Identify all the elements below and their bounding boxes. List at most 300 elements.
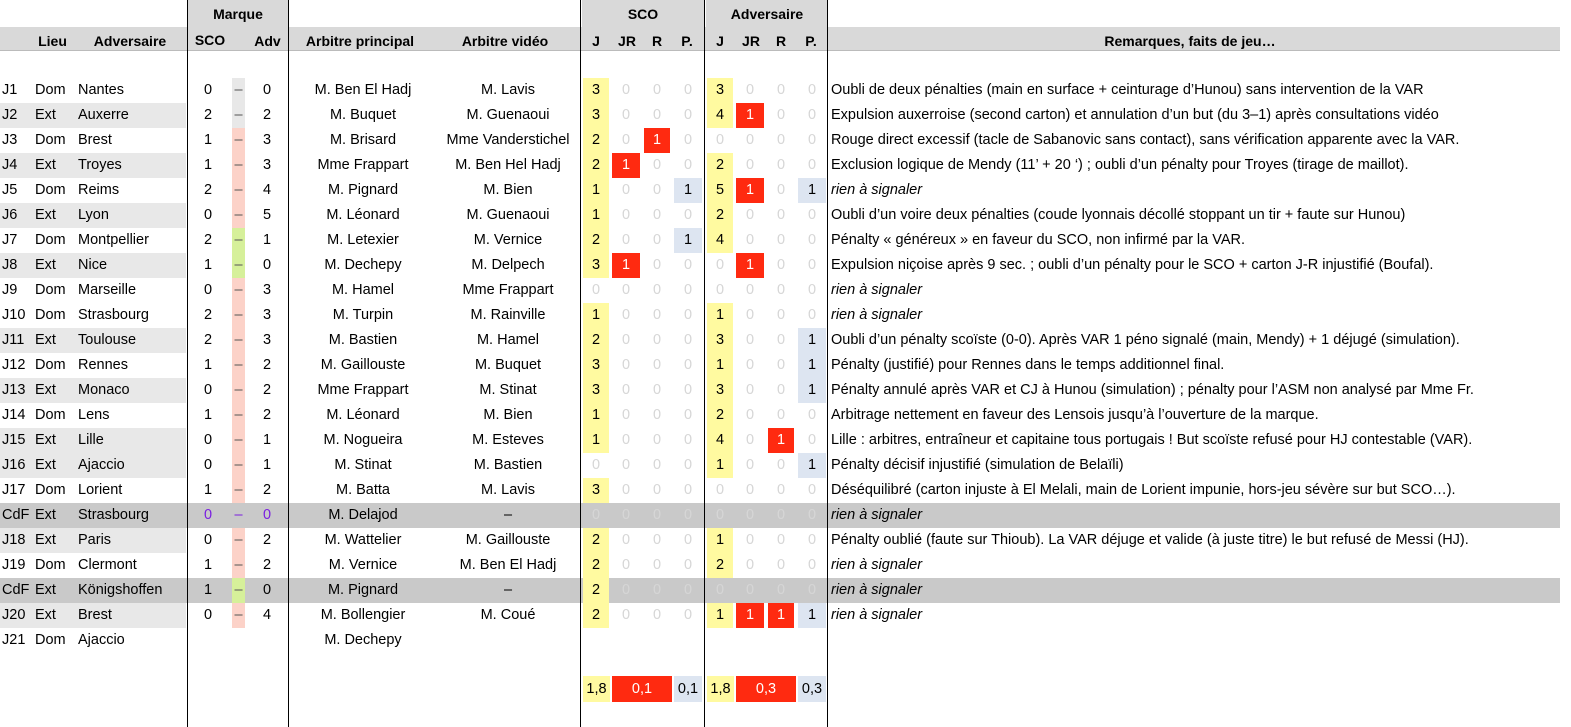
adv-red: 0 <box>776 407 786 423</box>
lieu: Dom <box>35 557 66 573</box>
remark: rien à signaler <box>831 507 923 523</box>
header-adv-jr: JR <box>742 33 760 49</box>
adv-penalty: 0 <box>807 557 817 573</box>
main-referee: M. Gaillouste <box>320 357 406 373</box>
score-adv: 0 <box>262 582 272 598</box>
lieu: Dom <box>35 132 66 148</box>
lieu: Ext <box>35 607 56 623</box>
video-referee: – <box>503 507 513 523</box>
video-referee: M. Coué <box>480 607 536 623</box>
adv-second-yellow: 1 <box>736 178 764 203</box>
adv-penalty: 0 <box>807 107 817 123</box>
adv-penalty: 1 <box>798 328 826 353</box>
main-referee: M. Vernice <box>328 557 398 573</box>
table-row <box>0 403 1560 428</box>
score-sep: – <box>232 403 245 428</box>
table-row <box>0 528 1560 553</box>
lieu: Dom <box>35 307 66 323</box>
score-sco: 0 <box>203 457 213 473</box>
score-sco: 0 <box>203 432 213 448</box>
sco-yellow: 1 <box>583 178 609 203</box>
adv-yellow: 1 <box>707 303 733 328</box>
adv-red <box>768 628 794 653</box>
score-sco <box>196 628 220 653</box>
remark: Oubli d’un pénalty scoïste (0-0). Après VAR 1 péno signalé (main, Mendy) + 1 déjugé (simulation). <box>831 332 1460 348</box>
adv-second-yellow: 0 <box>745 532 755 548</box>
score-adv: 1 <box>262 232 272 248</box>
score-sco: 0 <box>203 532 213 548</box>
sco-second-yellow: 0 <box>621 582 631 598</box>
score-sco: 0 <box>203 282 213 298</box>
table-row <box>0 478 1560 503</box>
score-sco: 1 <box>203 407 213 423</box>
journee: J21 <box>2 632 26 648</box>
sco-yellow: 1 <box>583 303 609 328</box>
remark: rien à signaler <box>831 307 923 323</box>
sco-second-yellow: 0 <box>621 482 631 498</box>
remark: Rouge direct excessif (tacle de Sabanovic sans contact), sans vérification apparente avec la VAR. <box>831 132 1460 148</box>
sco-red: 0 <box>652 82 662 98</box>
video-referee: M. Rainville <box>470 307 546 323</box>
adv-yellow: 0 <box>715 132 725 148</box>
score-adv: 3 <box>262 157 272 173</box>
adv-second-yellow: 1 <box>736 103 764 128</box>
score-sco: 1 <box>203 257 213 273</box>
lieu: Ext <box>35 532 56 548</box>
score-sep: – <box>232 478 245 503</box>
main-referee: Mme Frappart <box>317 157 409 173</box>
adv-red: 0 <box>776 157 786 173</box>
video-referee: M. Bien <box>483 182 533 198</box>
sco-yellow: 2 <box>583 128 609 153</box>
score-sco: 0 <box>203 507 213 523</box>
adv-yellow: 0 <box>715 282 725 298</box>
main-referee: M. Stinat <box>334 457 392 473</box>
main-referee: M. Buquet <box>329 107 397 123</box>
adv-penalty: 0 <box>807 232 817 248</box>
adv-yellow <box>707 628 733 653</box>
score-sep: – <box>232 103 245 128</box>
table-row <box>0 378 1560 403</box>
sco-red: 0 <box>652 157 662 173</box>
sco-penalty: 0 <box>683 82 693 98</box>
adv-second-yellow: 0 <box>745 232 755 248</box>
journee: J3 <box>2 132 18 148</box>
adv-second-yellow: 0 <box>745 432 755 448</box>
sco-red: 0 <box>652 407 662 423</box>
lieu: Ext <box>35 382 56 398</box>
sco-red: 0 <box>652 432 662 448</box>
main-referee: M. Pignard <box>327 582 399 598</box>
main-referee: Mme Frappart <box>317 382 409 398</box>
adv-penalty: 1 <box>798 603 826 628</box>
opponent: Lille <box>78 432 104 448</box>
main-referee: M. Hamel <box>331 282 395 298</box>
sco-second-yellow: 0 <box>621 457 631 473</box>
sco-penalty: 0 <box>683 482 693 498</box>
opponent: Auxerre <box>78 107 129 123</box>
sco-second-yellow: 0 <box>621 107 631 123</box>
header-remarques: Remarques, faits de jeu… <box>1104 33 1276 49</box>
remark: Pénalty (justifié) pour Rennes dans le temps additionnel final. <box>831 357 1225 373</box>
video-referee: Mme Vanderstichel <box>446 132 570 148</box>
sco-second-yellow: 0 <box>621 332 631 348</box>
table-row <box>0 278 1560 303</box>
score-sco: 1 <box>203 157 213 173</box>
score-sep: – <box>232 128 245 153</box>
adv-second-yellow: 1 <box>736 253 764 278</box>
adv-red: 0 <box>776 207 786 223</box>
opponent: Ajaccio <box>78 457 125 473</box>
video-referee: M. Buquet <box>474 357 542 373</box>
video-referee: M. Hamel <box>476 332 540 348</box>
sco-penalty: 0 <box>683 307 693 323</box>
header-arbitre-principal: Arbitre principal <box>305 33 415 49</box>
score-adv: 2 <box>262 107 272 123</box>
adv-penalty: 1 <box>798 378 826 403</box>
remark: rien à signaler <box>831 607 923 623</box>
sco-penalty: 0 <box>683 532 693 548</box>
sco-penalty: 0 <box>683 157 693 173</box>
opponent: Brest <box>78 607 112 623</box>
journee: J10 <box>2 307 26 323</box>
adv-red: 0 <box>776 457 786 473</box>
divider <box>827 0 828 727</box>
score-sco: 2 <box>203 182 213 198</box>
sco-yellow: 1 <box>583 203 609 228</box>
opponent: Toulouse <box>78 332 137 348</box>
sco-yellow: 2 <box>583 553 609 578</box>
adv-yellow: 2 <box>707 553 733 578</box>
remark: Pénalty annulé après VAR et CJ à Hunou (simulation) ; pénalty pour l’ASM non analysé par Mme Fr. <box>831 382 1474 398</box>
video-referee: M. Guenaoui <box>466 207 550 223</box>
score-sep: – <box>232 303 245 328</box>
adv-penalty: 1 <box>798 353 826 378</box>
journee: J1 <box>2 82 18 98</box>
adv-second-yellow: 0 <box>745 457 755 473</box>
remark: Pénalty oublié (faute sur Thioub). La VAR déjuge et valide (à juste titre) le but refusé de Messi (HJ). <box>831 532 1469 548</box>
adv-second-yellow: 0 <box>745 207 755 223</box>
adv-yellow: 4 <box>707 228 733 253</box>
lieu: Dom <box>35 632 66 648</box>
sco-yellow: 1 <box>583 428 609 453</box>
score-sep: – <box>232 453 245 478</box>
journee: J6 <box>2 207 18 223</box>
adv-second-yellow: 0 <box>745 82 755 98</box>
sco-penalty: 0 <box>683 282 693 298</box>
score-adv: 0 <box>262 82 272 98</box>
adv-red: 1 <box>768 428 794 453</box>
main-referee: M. Letexier <box>327 232 399 248</box>
adv-red: 0 <box>776 132 786 148</box>
adv-red: 0 <box>776 582 786 598</box>
score-adv: 2 <box>262 382 272 398</box>
header-sco-j: J <box>592 33 600 49</box>
table-row <box>0 328 1560 353</box>
score-sep: – <box>232 428 245 453</box>
score-sco: 2 <box>203 232 213 248</box>
opponent: Brest <box>78 132 112 148</box>
sco-red: 1 <box>644 128 670 153</box>
score-sco: 0 <box>203 207 213 223</box>
adv-penalty: 0 <box>807 307 817 323</box>
sco-yellow: 0 <box>591 457 601 473</box>
divider <box>580 0 581 727</box>
opponent: Ajaccio <box>78 632 125 648</box>
header-adv: Adv <box>254 33 281 49</box>
sco-red: 0 <box>652 382 662 398</box>
journee: J5 <box>2 182 18 198</box>
sco-yellow: 3 <box>583 478 609 503</box>
score-sep: – <box>232 528 245 553</box>
opponent: Reims <box>78 182 120 198</box>
sco-penalty: 0 <box>683 107 693 123</box>
sco-second-yellow: 0 <box>621 432 631 448</box>
lieu: Ext <box>35 582 56 598</box>
sco-red <box>644 628 670 653</box>
table-row <box>0 78 1560 103</box>
adv-yellow: 1 <box>707 528 733 553</box>
header-adv-r: R <box>775 33 787 49</box>
journee: J2 <box>2 107 18 123</box>
adv-yellow: 0 <box>715 482 725 498</box>
adv-red: 0 <box>776 282 786 298</box>
sco-red: 0 <box>652 107 662 123</box>
adv-red: 0 <box>776 532 786 548</box>
sco-red: 0 <box>652 182 662 198</box>
sco-second-yellow: 0 <box>621 357 631 373</box>
sco-yellow: 2 <box>583 328 609 353</box>
table-row <box>0 178 1560 203</box>
main-referee: M. Dechepy <box>324 257 402 273</box>
adv-penalty: 0 <box>807 82 817 98</box>
score-sco: 1 <box>203 482 213 498</box>
sco-second-yellow: 0 <box>621 407 631 423</box>
score-adv: 3 <box>262 332 272 348</box>
sco-yellow: 1 <box>583 403 609 428</box>
score-adv: 5 <box>262 207 272 223</box>
adv-penalty: 0 <box>807 582 817 598</box>
sco-penalty: 0 <box>683 257 693 273</box>
opponent: Strasbourg <box>78 307 149 323</box>
table-row <box>0 553 1560 578</box>
sco-red: 0 <box>652 257 662 273</box>
sco-yellow: 2 <box>583 228 609 253</box>
sco-second-yellow: 0 <box>621 282 631 298</box>
sco-yellow: 2 <box>583 603 609 628</box>
adv-yellow: 2 <box>707 153 733 178</box>
adv-red: 0 <box>776 557 786 573</box>
adv-second-yellow: 0 <box>745 332 755 348</box>
divider <box>288 0 289 727</box>
divider <box>704 0 705 727</box>
adv-penalty: 0 <box>807 282 817 298</box>
score-sco: 0 <box>203 82 213 98</box>
sco-penalty <box>674 628 702 653</box>
adv-penalty: 1 <box>798 178 826 203</box>
table-row <box>0 353 1560 378</box>
adv-yellow: 4 <box>707 428 733 453</box>
sco-yellow: 2 <box>583 578 609 603</box>
sco-yellow: 3 <box>583 78 609 103</box>
sco-yellow: 2 <box>583 528 609 553</box>
sco-penalty: 0 <box>683 382 693 398</box>
score-sep: – <box>232 78 245 103</box>
lieu: Ext <box>35 457 56 473</box>
adv-red: 0 <box>776 357 786 373</box>
table-row <box>0 303 1560 328</box>
main-referee: M. Pignard <box>327 182 399 198</box>
table-row <box>0 578 1560 603</box>
adv-second-yellow: 0 <box>745 482 755 498</box>
score-adv: 2 <box>262 557 272 573</box>
adv-penalty: 0 <box>807 532 817 548</box>
main-referee: M. Léonard <box>326 407 400 423</box>
adv-second-yellow: 0 <box>745 357 755 373</box>
video-referee: M. Bastien <box>473 457 543 473</box>
journee: CdF <box>2 582 30 598</box>
table-row <box>0 503 1560 528</box>
journee: J4 <box>2 157 18 173</box>
adv-red: 0 <box>776 507 786 523</box>
table-row <box>0 603 1560 628</box>
sco-red: 0 <box>652 482 662 498</box>
video-referee: M. Bien <box>483 407 533 423</box>
adv-penalty <box>798 628 826 653</box>
adv-yellow: 5 <box>707 178 733 203</box>
lieu: Ext <box>35 432 56 448</box>
adv-penalty: 0 <box>807 207 817 223</box>
score-sco: 0 <box>203 382 213 398</box>
score-sep: – <box>232 578 245 603</box>
sco-red: 0 <box>652 582 662 598</box>
adv-yellow: 2 <box>707 203 733 228</box>
header-adv-p: P. <box>805 33 817 49</box>
sco-yellow: 3 <box>583 253 609 278</box>
remark: Oubli d’un voire deux pénalties (coude lyonnais décollé stoppant un tir + faute sur Hunou) <box>831 207 1406 223</box>
score-sco: 1 <box>203 557 213 573</box>
opponent: Lorient <box>78 482 123 498</box>
remark: Expulsion niçoise après 9 sec. ; oubli d’un pénalty pour le SCO + carton J-R injustifié (Boufal). <box>831 257 1434 273</box>
score-sep: – <box>232 328 245 353</box>
score-adv: 3 <box>262 282 272 298</box>
video-referee: M. Ben Hel Hadj <box>455 157 561 173</box>
sco-second-yellow: 0 <box>621 232 631 248</box>
main-referee: M. Bollengier <box>320 607 406 623</box>
video-referee: M. Guenaoui <box>466 107 550 123</box>
header-sco-r: R <box>651 33 663 49</box>
table-row <box>0 153 1560 178</box>
video-referee: M. Vernice <box>473 232 543 248</box>
adv-red: 0 <box>776 382 786 398</box>
video-referee: M. Lavis <box>481 482 535 498</box>
sco-penalty: 0 <box>683 132 693 148</box>
opponent: Monaco <box>78 382 130 398</box>
score-adv: 0 <box>262 507 272 523</box>
sco-penalty: 0 <box>683 507 693 523</box>
score-sco: 2 <box>203 107 213 123</box>
score-sep: – <box>232 378 245 403</box>
score-sco: 2 <box>203 307 213 323</box>
adv-yellow: 3 <box>707 78 733 103</box>
score-sco: 1 <box>203 582 213 598</box>
avg-adv-p: 0,3 <box>798 676 826 702</box>
lieu: Ext <box>35 332 56 348</box>
sco-red: 0 <box>652 507 662 523</box>
table-row <box>0 128 1560 153</box>
score-sep: – <box>232 278 245 303</box>
remark: Oubli de deux pénalties (main en surface + ceinturage d’Hunou) sans intervention de la VAR <box>831 82 1424 98</box>
score-sco: 1 <box>203 132 213 148</box>
table-row <box>0 253 1560 278</box>
score-adv: 2 <box>262 407 272 423</box>
opponent: Nantes <box>78 82 124 98</box>
score-adv: 1 <box>262 432 272 448</box>
journee: J17 <box>2 482 26 498</box>
adv-yellow: 4 <box>707 103 733 128</box>
header-sco: SCO <box>194 32 226 48</box>
journee: J14 <box>2 407 26 423</box>
lieu: Dom <box>35 482 66 498</box>
video-referee: M. Gaillouste <box>465 532 551 548</box>
adv-red: 0 <box>776 257 786 273</box>
opponent: Montpellier <box>78 232 149 248</box>
remark: Pénalty « généreux » en faveur du SCO, non infirmé par la VAR. <box>831 232 1246 248</box>
score-sep: – <box>232 353 245 378</box>
adv-red: 0 <box>776 307 786 323</box>
opponent: Königshoffen <box>78 582 163 598</box>
remark: Exclusion logique de Mendy (11’ + 20 ‘) ; oubli d’un pénalty pour Troyes (tirage de maillot). <box>831 157 1409 173</box>
header-adv-group: Adversaire <box>730 6 804 22</box>
lieu: Dom <box>35 282 66 298</box>
score-adv: 4 <box>262 182 272 198</box>
avg-sco-p: 0,1 <box>674 676 702 702</box>
adv-yellow: 0 <box>715 257 725 273</box>
sco-red: 0 <box>652 357 662 373</box>
opponent: Troyes <box>78 157 122 173</box>
adv-second-yellow: 0 <box>745 407 755 423</box>
lieu: Ext <box>35 157 56 173</box>
table-row <box>0 103 1560 128</box>
sco-penalty: 0 <box>683 407 693 423</box>
score-adv <box>254 628 280 653</box>
sco-second-yellow: 0 <box>621 307 631 323</box>
adv-penalty: 0 <box>807 432 817 448</box>
video-referee: – <box>503 582 513 598</box>
adv-second-yellow: 0 <box>745 582 755 598</box>
sco-second-yellow: 0 <box>621 557 631 573</box>
sco-second-yellow: 1 <box>612 153 640 178</box>
video-referee: M. Delpech <box>471 257 545 273</box>
sco-penalty: 0 <box>683 207 693 223</box>
sco-red: 0 <box>652 457 662 473</box>
adv-penalty: 0 <box>807 482 817 498</box>
sco-red: 0 <box>652 282 662 298</box>
journee: J7 <box>2 232 18 248</box>
lieu: Dom <box>35 82 66 98</box>
main-referee: M. Turpin <box>332 307 394 323</box>
score-sep: – <box>232 153 245 178</box>
divider <box>187 0 188 727</box>
adv-second-yellow: 0 <box>745 507 755 523</box>
adv-second-yellow: 0 <box>745 157 755 173</box>
score-sep: – <box>232 228 245 253</box>
main-referee: M. Brisard <box>329 132 397 148</box>
sco-penalty: 0 <box>683 607 693 623</box>
adv-yellow: 3 <box>707 378 733 403</box>
header-lieu: Lieu <box>38 33 67 49</box>
adv-penalty: 0 <box>807 157 817 173</box>
